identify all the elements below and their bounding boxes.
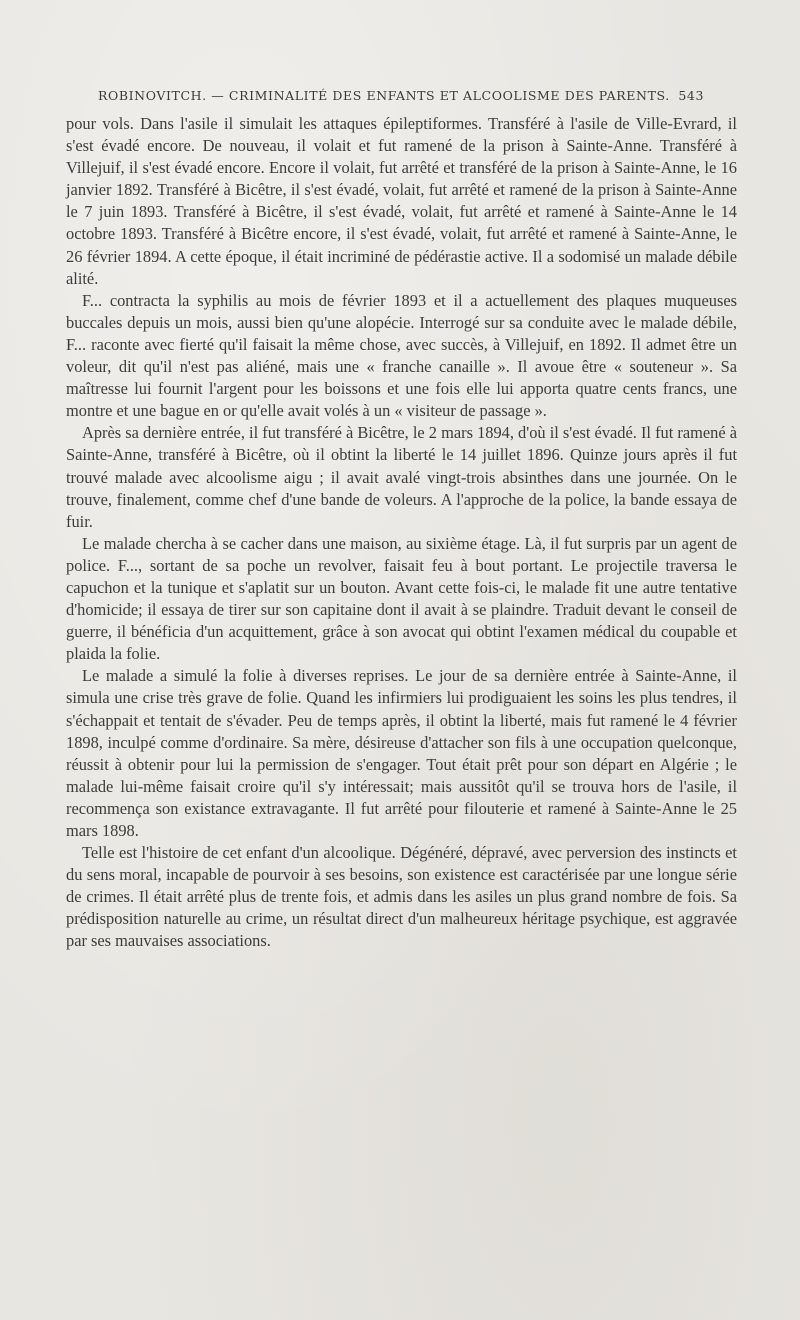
paragraph-syphilis: F... contracta la syphilis au mois de février 1893 et il a actuellement des plaques muqueuses buccales depuis un mois, aussi bien qu'une alopécie. Interrogé sur sa conduite avec le malade débile, F... raconte avec fierté qu'il faisait la même chose, avec succès, à Villejuif, en 1892. Il admet être un voleur, dit qu'il n'est pas aliéné, mais une « franche canaille ». Il avoue être « souteneur ». Sa maîtresse lui fournit l'argent pour les boissons et une fois elle lui apporta quatre cents francs, une montre et une bague en or qu'elle avait volés à un « visiteur de passage ».	[66, 290, 737, 421]
body-text	[66, 113, 737, 953]
paragraph-continuation: pour vols. Dans l'asile il simulait les attaques épileptiformes. Transféré à l'asile de Ville-Evrard, il s'est évadé encore. De nouveau, il volait et fut ramené de la prison à Sainte-Anne. Transféré à Villejuif, il s'est évadé encore. Encore il volait, fut arrêté et transféré de la prison à Sainte-Anne, le 16 janvier 1892. Transféré à Bicêtre, il s'est évadé, volait, fut arrêté et ramené de la prison à Sainte-Anne le 7 juin 1893. Transféré à Bicêtre, il s'est évadé, volait, fut arrêté et ramené à Sainte-Anne le 14 octobre 1893. Transféré à Bicêtre encore, il s'est évadé, volait, fut arrêté et ramené à Sainte-Anne, le 26 février 1894. A cette époque, il était incriminé de pédérastie active. Il a sodomisé un malade débile alité.	[66, 114, 737, 288]
paragraph-simulation: Le malade a simulé la folie à diverses reprises. Le jour de sa dernière entrée à Sainte-Anne, il simula une crise très grave de folie. Quand les infirmiers lui prodiguaient les soins les plus tendres, il s'échappait et tentait de s'évader. Peu de temps après, il obtint la liberté, mais fut ramené le 4 février 1898, inculpé comme d'ordinaire. Sa mère, désireuse d'attacher son fils à une occupation quelconque, réussit à obtenir pour lui la permission de s'engager. Tout était prêt pour son départ en Algérie ; le malade lui-même faisait croire qu'il s'y intéressait; mais aussitôt qu'il se trouva hors de l'asile, il recommença son existance extravagante. Il fut arrêté pour filouterie et ramené à Sainte-Anne le 25 mars 1898.	[66, 666, 737, 840]
paragraph-bicetre: Après sa dernière entrée, il fut transféré à Bicêtre, le 2 mars 1894, d'où il s'est évadé. Il fut ramené à Sainte-Anne, transféré à Bicêtre, où il obtint la liberté le 14 juillet 1896. Quinze jours après il fut trouvé malade avec alcoolisme aigu ; il avait avalé vingt-trois absinthes dans une journée. On le trouve, finalement, comme chef d'une bande de voleurs. A l'approche de la police, la bande essaya de fuir.	[66, 423, 737, 531]
paragraph-conclusion: Telle est l'histoire de cet enfant d'un alcoolique. Dégénéré, dépravé, avec perversion des instincts et du sens moral, incapable de pourvoir à ses besoins, son existence est caractérisée par une longue série de crimes. Il était arrêté plus de trente fois, et admis dans les asiles un plus grand nombre de fois. Sa prédisposition naturelle au crime, un résultat direct d'un malheureux héritage psychique, est aggravée par ses mauvaises associations.	[66, 843, 737, 951]
page-number: 543	[678, 88, 705, 103]
paragraph-revolver: Le malade chercha à se cacher dans une maison, au sixième étage. Là, il fut surpris par un agent de police. F..., sortant de sa poche un revolver, faisait feu à bout portant. Le projectile traversa le capuchon et la tunique et s'aplatit sur un bouton. Avant cette fois-ci, le malade fit une autre tentative d'homicide; il essaya de tirer sur son capitaine dont il avait à se plaindre. Traduit devant le conseil de guerre, il bénéficia d'un acquittement, grâce à son avocat qui obtint l'examen médical du coupable et plaida la folie.	[66, 533, 737, 664]
running-title: ROBINOVITCH. — CRIMINALITÉ DES ENFANTS ET ALCOOLISME DES PARENTS.	[98, 88, 670, 103]
running-head	[98, 88, 710, 103]
